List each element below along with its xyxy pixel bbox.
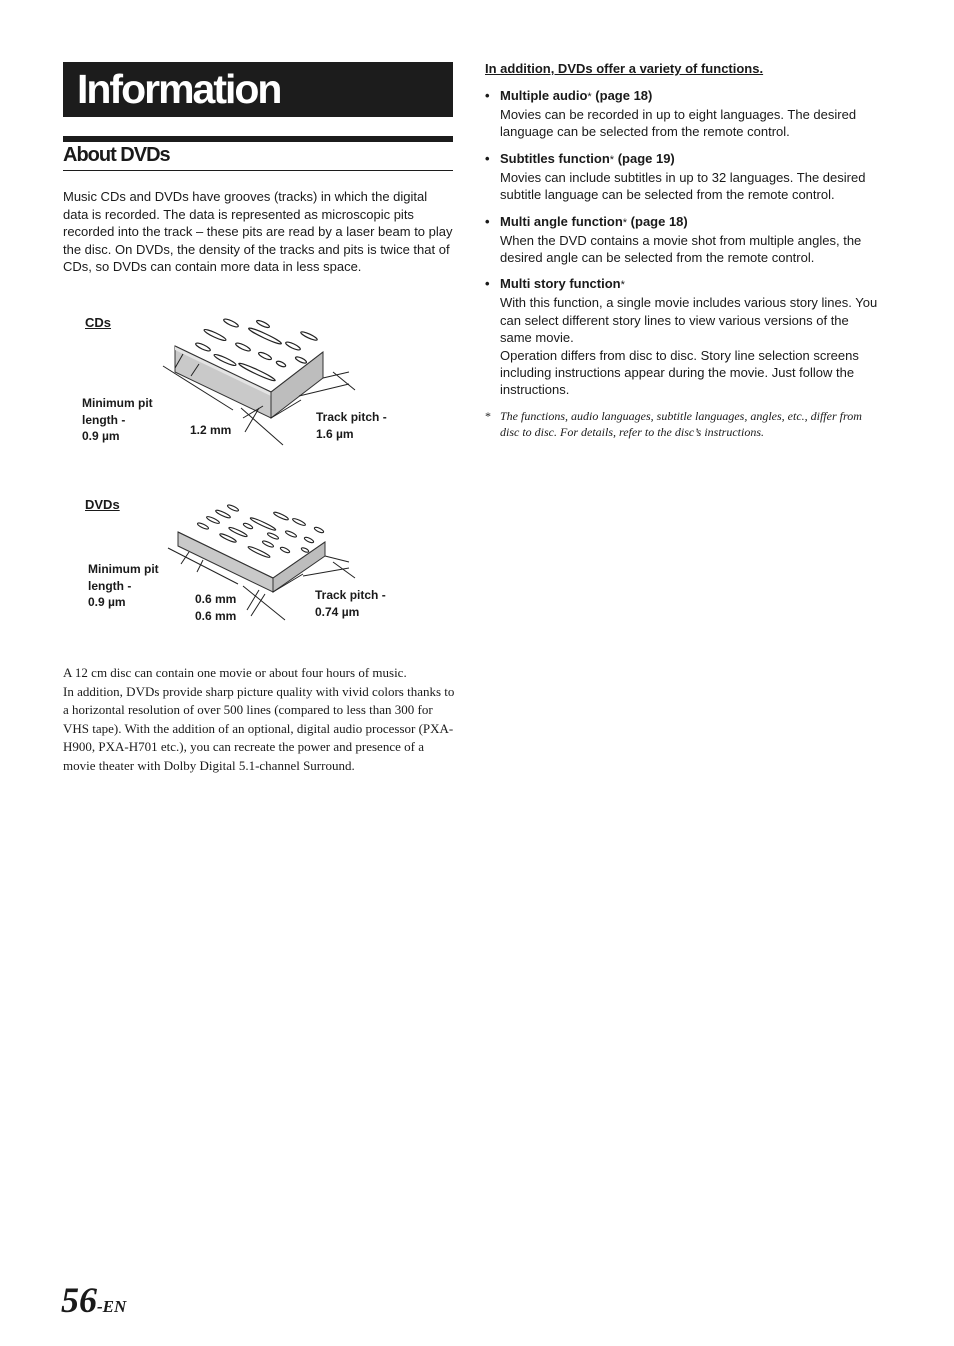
asterisk: * <box>620 279 625 292</box>
dvd-diagram <box>63 492 453 632</box>
asterisk: * <box>622 216 628 229</box>
dvd-track-pitch-line1: Track pitch - <box>315 588 386 602</box>
feature-description: Movies can include subtitles in up to 32 languages. The desired subtitle language can be selected from the remote control. <box>500 169 866 203</box>
bullet: • <box>485 276 490 292</box>
feature-title-text: Subtitles function <box>500 150 610 166</box>
dvd-min-pit-line3: 0.9 µm <box>88 595 126 609</box>
feature-item <box>485 87 880 141</box>
feature-title <box>485 275 880 294</box>
feature-title <box>485 150 880 169</box>
feature-description: When the DVD contains a movie shot from multiple angles, the desired angle can be selected from the remote control. <box>500 232 862 266</box>
capacity-line1: A 12 cm disc can contain one movie or about four hours of music. <box>63 665 407 680</box>
feature-description: Movies can be recorded in up to eight languages. The desired language can be selected from the remote control. <box>500 107 857 140</box>
dvd-min-pit-line1: Minimum pit <box>88 562 159 576</box>
section-heading: About DVDs <box>63 142 453 171</box>
dvd-disc-front-face <box>178 532 273 592</box>
page-title: Information <box>77 66 281 112</box>
feature-item <box>485 213 880 267</box>
feature-item <box>485 275 880 398</box>
dvd-thickness-line2: 0.6 mm <box>195 608 237 623</box>
feature-item <box>485 150 880 204</box>
dvd-min-pit-label <box>88 561 159 611</box>
functions-heading: In addition, DVDs offer a variety of functions. <box>485 61 764 76</box>
cd-track-pitch-line2: 1.6 µm <box>316 426 354 441</box>
cd-min-pit-line1: Minimum pit <box>82 396 153 410</box>
feature-description: With this function, a single movie includes various story lines. You can select different story lines to view various versions of the same movie. <box>500 295 878 346</box>
cd-min-pit-line2: length - <box>82 412 126 427</box>
asterisk: * <box>609 153 615 166</box>
feature-description-continued: Operation differs from disc to disc. Story line selection screens including instructions appear during the movie. Just follow the instructions. <box>500 347 859 398</box>
feature-title-text: Multi angle function <box>500 213 623 229</box>
page-number-suffix: -EN <box>97 1297 127 1316</box>
footnote <box>485 408 880 440</box>
bullet: • <box>485 88 490 103</box>
cd-label: CDs <box>85 315 112 330</box>
cd-track-pitch-label <box>316 409 387 442</box>
page-title-bar <box>63 62 453 117</box>
footnote-mark: * <box>485 408 491 423</box>
dvd-track-pitch-line2: 0.74 µm <box>315 604 360 619</box>
feature-title-text: Multi story function <box>500 276 621 292</box>
cd-min-pit-label <box>82 395 153 445</box>
footnote-text: The functions, audio languages, subtitle languages, angles, etc., differ from disc to disc. For details, refer to the disc’s instructions. <box>500 408 862 439</box>
functions-column <box>485 60 880 440</box>
dvd-label: DVDs <box>85 497 120 512</box>
feature-title-text: Multiple audio <box>500 88 588 103</box>
feature-title <box>485 87 880 106</box>
dvd-track-pitch-label <box>315 587 386 620</box>
feature-title <box>485 213 880 232</box>
page-number-value: 56 <box>61 1280 97 1320</box>
cd-diagram <box>63 310 453 460</box>
capacity-line2: In addition, DVDs provide sharp picture quality with vivid colors thanks to a horizontal resolution of over 500 lines (compared to less than 300 for VHS tape). With the addition of an optional, digital audio processor (PXA-H900, PXA-H701 etc.), you can recreate the power and presence of a movie theater with Dolby Digital 5.1-channel Surround. <box>63 683 455 773</box>
capacity-paragraph <box>63 664 458 775</box>
asterisk: * <box>587 91 592 103</box>
dvd-thickness-line1: 0.6 mm <box>195 592 237 606</box>
bullet: • <box>485 213 490 229</box>
feature-page-ref: (page 19) <box>617 150 675 166</box>
cd-track-pitch-line1: Track pitch - <box>316 410 387 424</box>
bullet: • <box>485 150 490 166</box>
cd-thickness-label: 1.2 mm <box>190 423 232 437</box>
dvd-thickness-label <box>195 591 236 624</box>
feature-page-ref: (page 18) <box>630 213 688 229</box>
page-number <box>61 1279 126 1321</box>
intro-paragraph: Music CDs and DVDs have grooves (tracks) in which the digital data is recorded. The data is represented as microscopic pits recorded into the track – these pits are read by a laser beam to play the disc. On DVDs, the density of the tracks and pits is twice that of CDs, so DVDs can contain more data in less space. <box>63 189 453 275</box>
dvd-min-pit-line2: length - <box>88 578 132 593</box>
feature-page-ref: (page 18) <box>595 88 653 103</box>
cd-min-pit-line3: 0.9 µm <box>82 429 120 443</box>
